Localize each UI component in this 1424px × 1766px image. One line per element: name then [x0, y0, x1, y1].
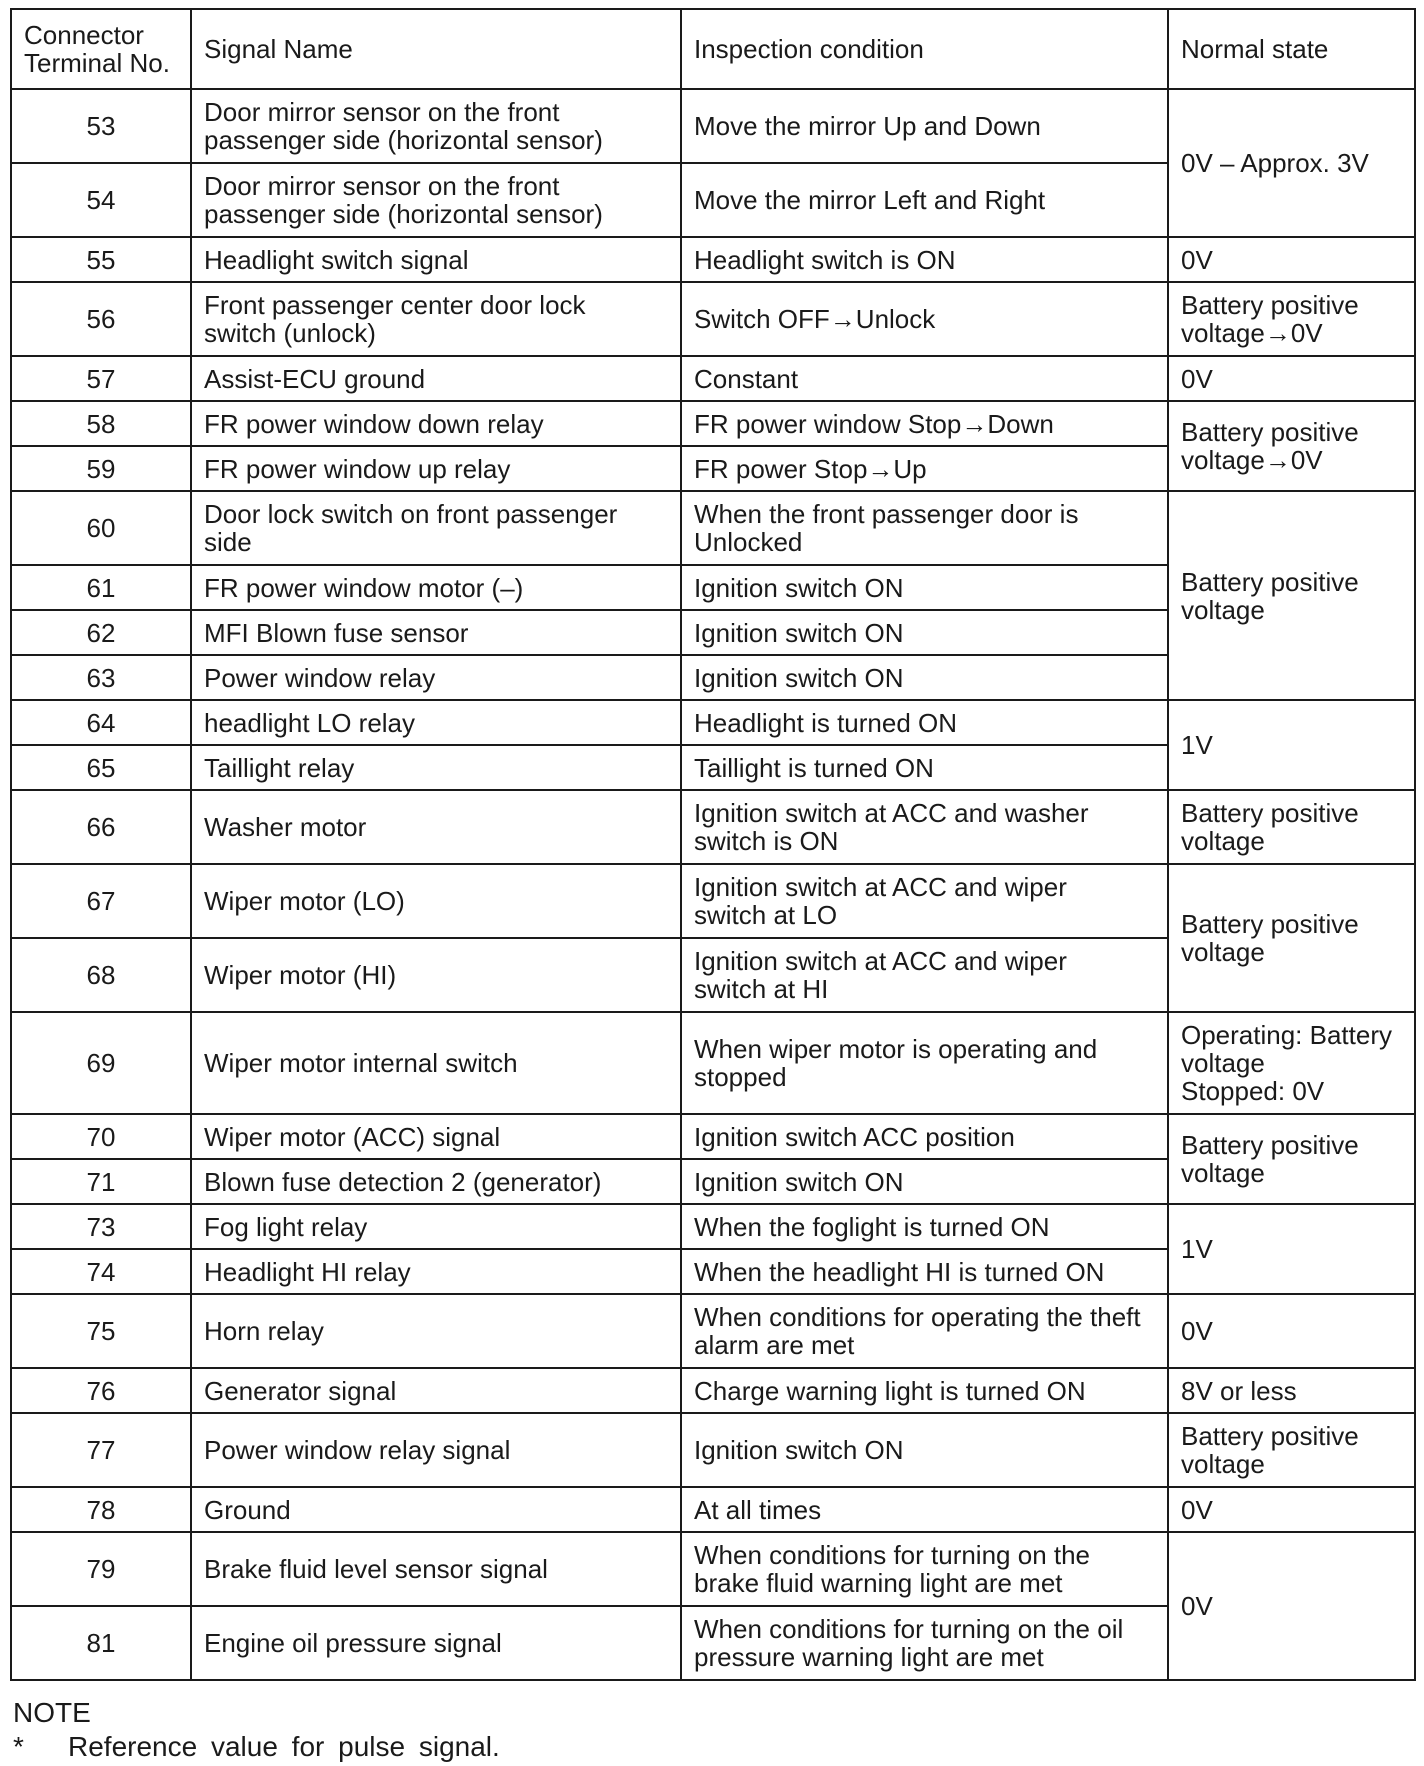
normal-state: 0V [1168, 1487, 1415, 1532]
normal-state: 1V [1168, 1204, 1415, 1294]
inspection-condition: When the foglight is turned ON [681, 1204, 1168, 1249]
signal-name: Blown fuse detection 2 (generator) [191, 1159, 681, 1204]
inspection-condition: Taillight is turned ON [681, 745, 1168, 790]
terminal-no: 53 [11, 89, 191, 163]
terminal-no: 78 [11, 1487, 191, 1532]
signal-name: Door mirror sensor on the front passenger side (horizontal sensor) [191, 163, 681, 237]
note-asterisk: * [13, 1731, 24, 1762]
inspection-condition: Ignition switch at ACC and washer switch is ON [681, 790, 1168, 864]
normal-state: Battery positive voltage [1168, 1413, 1415, 1487]
table-row [11, 491, 1415, 565]
table-row [11, 282, 1415, 356]
terminal-no: 81 [11, 1606, 191, 1680]
inspection-condition: Move the mirror Left and Right [681, 163, 1168, 237]
table-row [11, 864, 1415, 938]
terminal-no: 62 [11, 610, 191, 655]
header-terminal-no: Connector Terminal No. [11, 9, 191, 89]
inspection-condition: Charge warning light is turned ON [681, 1368, 1168, 1413]
inspection-condition: Ignition switch ACC position [681, 1114, 1168, 1159]
signal-name: Generator signal [191, 1368, 681, 1413]
normal-state: Battery positive voltage [1168, 491, 1415, 700]
table-row [11, 1204, 1415, 1249]
table-row [11, 1532, 1415, 1606]
normal-state: 0V – Approx. 3V [1168, 89, 1415, 237]
signal-name: Wiper motor (HI) [191, 938, 681, 1012]
normal-state: Operating: Battery voltage Stopped: 0V [1168, 1012, 1415, 1114]
terminal-no: 71 [11, 1159, 191, 1204]
inspection-condition: When the headlight HI is turned ON [681, 1249, 1168, 1294]
terminal-no: 75 [11, 1294, 191, 1368]
signal-name: Wiper motor internal switch [191, 1012, 681, 1114]
signal-name: Ground [191, 1487, 681, 1532]
inspection-condition: When conditions for operating the theft alarm are met [681, 1294, 1168, 1368]
table-row [11, 89, 1415, 163]
normal-state: 8V or less [1168, 1368, 1415, 1413]
table-row [11, 401, 1415, 446]
table-row [11, 700, 1415, 745]
table-row [11, 1114, 1415, 1159]
terminal-no: 61 [11, 565, 191, 610]
terminal-no: 70 [11, 1114, 191, 1159]
table-header-row [11, 9, 1415, 89]
terminal-no: 68 [11, 938, 191, 1012]
normal-state: 0V [1168, 1532, 1415, 1680]
signal-name: Washer motor [191, 790, 681, 864]
inspection-condition: When the front passenger door is Unlocked [681, 491, 1168, 565]
inspection-condition: Ignition switch at ACC and wiper switch at HI [681, 938, 1168, 1012]
normal-state: Battery positive voltage [1168, 790, 1415, 864]
table-row [11, 1012, 1415, 1114]
signal-name: Wiper motor (LO) [191, 864, 681, 938]
signal-name: Assist-ECU ground [191, 356, 681, 401]
signal-name: Power window relay [191, 655, 681, 700]
signal-name: Headlight switch signal [191, 237, 681, 282]
signal-table [10, 8, 1416, 1681]
normal-state: Battery positive voltage [1168, 864, 1415, 1012]
normal-state: Battery positive voltage [1168, 1114, 1415, 1204]
header-normal-state: Normal state [1168, 9, 1415, 89]
terminal-no: 56 [11, 282, 191, 356]
terminal-no: 66 [11, 790, 191, 864]
terminal-no: 57 [11, 356, 191, 401]
signal-name: headlight LO relay [191, 700, 681, 745]
signal-name: Headlight HI relay [191, 1249, 681, 1294]
normal-state: 0V [1168, 237, 1415, 282]
normal-state: 1V [1168, 700, 1415, 790]
terminal-no: 58 [11, 401, 191, 446]
inspection-condition: Constant [681, 356, 1168, 401]
signal-name: Wiper motor (ACC) signal [191, 1114, 681, 1159]
terminal-no: 65 [11, 745, 191, 790]
signal-name: Fog light relay [191, 1204, 681, 1249]
terminal-no: 63 [11, 655, 191, 700]
table-row [11, 790, 1415, 864]
inspection-condition: Move the mirror Up and Down [681, 89, 1168, 163]
signal-name: Door mirror sensor on the front passenger side (horizontal sensor) [191, 89, 681, 163]
normal-state: Battery positive voltage→0V [1168, 401, 1415, 491]
normal-state: Battery positive voltage→0V [1168, 282, 1415, 356]
inspection-condition: Headlight is turned ON [681, 700, 1168, 745]
signal-name: FR power window down relay [191, 401, 681, 446]
table-row [11, 1368, 1415, 1413]
note-section [13, 1696, 500, 1764]
signal-name: FR power window motor (–) [191, 565, 681, 610]
terminal-no: 76 [11, 1368, 191, 1413]
inspection-condition: Ignition switch ON [681, 655, 1168, 700]
inspection-condition: Ignition switch ON [681, 565, 1168, 610]
signal-name: Engine oil pressure signal [191, 1606, 681, 1680]
signal-name: Taillight relay [191, 745, 681, 790]
terminal-no: 73 [11, 1204, 191, 1249]
note-text: Reference value for pulse signal. [68, 1731, 500, 1762]
inspection-condition: At all times [681, 1487, 1168, 1532]
normal-state: 0V [1168, 1294, 1415, 1368]
table-row [11, 1487, 1415, 1532]
inspection-condition: Ignition switch ON [681, 1159, 1168, 1204]
signal-name: FR power window up relay [191, 446, 681, 491]
inspection-condition: Ignition switch at ACC and wiper switch at LO [681, 864, 1168, 938]
signal-name: Door lock switch on front passenger side [191, 491, 681, 565]
note-title: NOTE [13, 1697, 91, 1728]
table-row [11, 237, 1415, 282]
signal-name: MFI Blown fuse sensor [191, 610, 681, 655]
signal-name: Power window relay signal [191, 1413, 681, 1487]
terminal-no: 69 [11, 1012, 191, 1114]
inspection-condition: Switch OFF→Unlock [681, 282, 1168, 356]
table-row [11, 1294, 1415, 1368]
table-row [11, 1413, 1415, 1487]
inspection-condition: When conditions for turning on the oil pressure warning light are met [681, 1606, 1168, 1680]
inspection-condition: Headlight switch is ON [681, 237, 1168, 282]
header-signal-name: Signal Name [191, 9, 681, 89]
header-inspection-condition: Inspection condition [681, 9, 1168, 89]
inspection-condition: When wiper motor is operating and stopped [681, 1012, 1168, 1114]
inspection-condition: Ignition switch ON [681, 1413, 1168, 1487]
terminal-no: 74 [11, 1249, 191, 1294]
inspection-condition: FR power window Stop→Down [681, 401, 1168, 446]
terminal-no: 55 [11, 237, 191, 282]
signal-name: Brake fluid level sensor signal [191, 1532, 681, 1606]
terminal-no: 77 [11, 1413, 191, 1487]
inspection-condition: Ignition switch ON [681, 610, 1168, 655]
normal-state: 0V [1168, 356, 1415, 401]
terminal-no: 60 [11, 491, 191, 565]
terminal-no: 59 [11, 446, 191, 491]
note-line [13, 1730, 500, 1764]
signal-name: Front passenger center door lock switch (unlock) [191, 282, 681, 356]
terminal-no: 54 [11, 163, 191, 237]
terminal-no: 79 [11, 1532, 191, 1606]
inspection-condition: When conditions for turning on the brake fluid warning light are met [681, 1532, 1168, 1606]
table-row [11, 356, 1415, 401]
inspection-condition: FR power Stop→Up [681, 446, 1168, 491]
terminal-no: 64 [11, 700, 191, 745]
terminal-no: 67 [11, 864, 191, 938]
signal-name: Horn relay [191, 1294, 681, 1368]
